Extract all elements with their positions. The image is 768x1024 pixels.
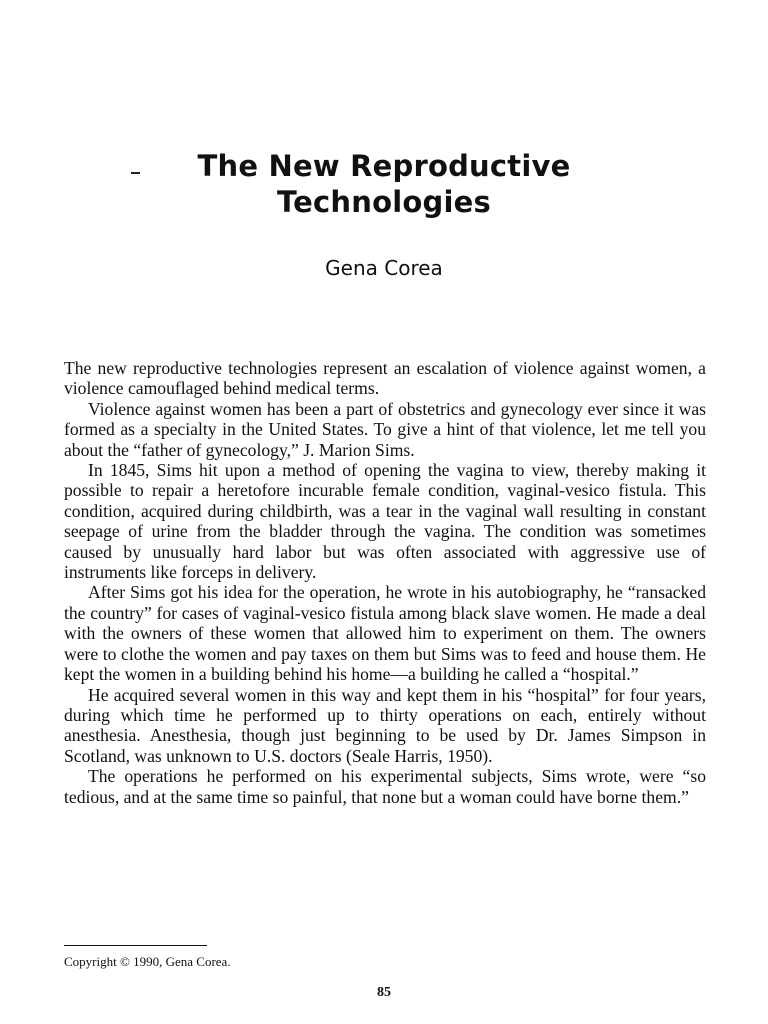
paragraph-3: In 1845, Sims hit upon a method of opening the vagina to view, thereby making it possible to repair a heretofore incurable female condition, vaginal-vesico fistula. This condition, acquired during childbirth, was a tear in the vaginal wall resulting in constant seepage of urine from the bladder through the vagina. The condition was sometimes caused by unusually hard labor but was often associated with aggressive use of instruments like forceps in delivery. xyxy=(64,460,706,583)
author-name: Gena Corea xyxy=(325,256,443,280)
article-body xyxy=(64,358,706,807)
paragraph-5: He acquired several women in this way and kept them in his “hospital” for four years, during which time he performed up to thirty operations on each, entirely without anesthesia. Anesthesia, though just beginning to be used by Dr. James Simpson in Scotland, was unknown to U.S. doctors (Seale Harris, 1950). xyxy=(64,684,706,766)
title-line-1: The New Reproductive xyxy=(197,149,571,183)
paragraph-4: After Sims got his idea for the operation, he wrote in his autobiography, he “ransacked the country” for cases of vaginal-vesico fistula among black slave women. He made a deal with the owners of these women that allowed him to experiment on them. The owners were to clothe the women and pay taxes on them but Sims was to feed and house them. He kept the women in a building behind his home—a building he called a “hospital.” xyxy=(64,582,706,685)
title-line-2: Technologies xyxy=(277,185,491,219)
copyright-footnote: Copyright © 1990, Gena Corea. xyxy=(64,954,231,969)
article-title xyxy=(0,148,768,220)
paragraph-2: Violence against women has been a part of obstetrics and gynecology ever since it was formed as a specialty in the United States. To give a hint of that violence, let me tell you about the “father of gynecology,” J. Marion Sims. xyxy=(64,398,706,460)
paragraph-1: The new reproductive technologies represent an escalation of violence against women, a violence camouflaged behind medical terms. xyxy=(64,358,706,399)
page-number: 85 xyxy=(377,985,391,1000)
footnote-rule xyxy=(64,945,207,946)
paragraph-6: The operations he performed on his experimental subjects, Sims wrote, were “so tedious, and at the same time so painful, that none but a woman could have borne them.” xyxy=(64,766,706,807)
